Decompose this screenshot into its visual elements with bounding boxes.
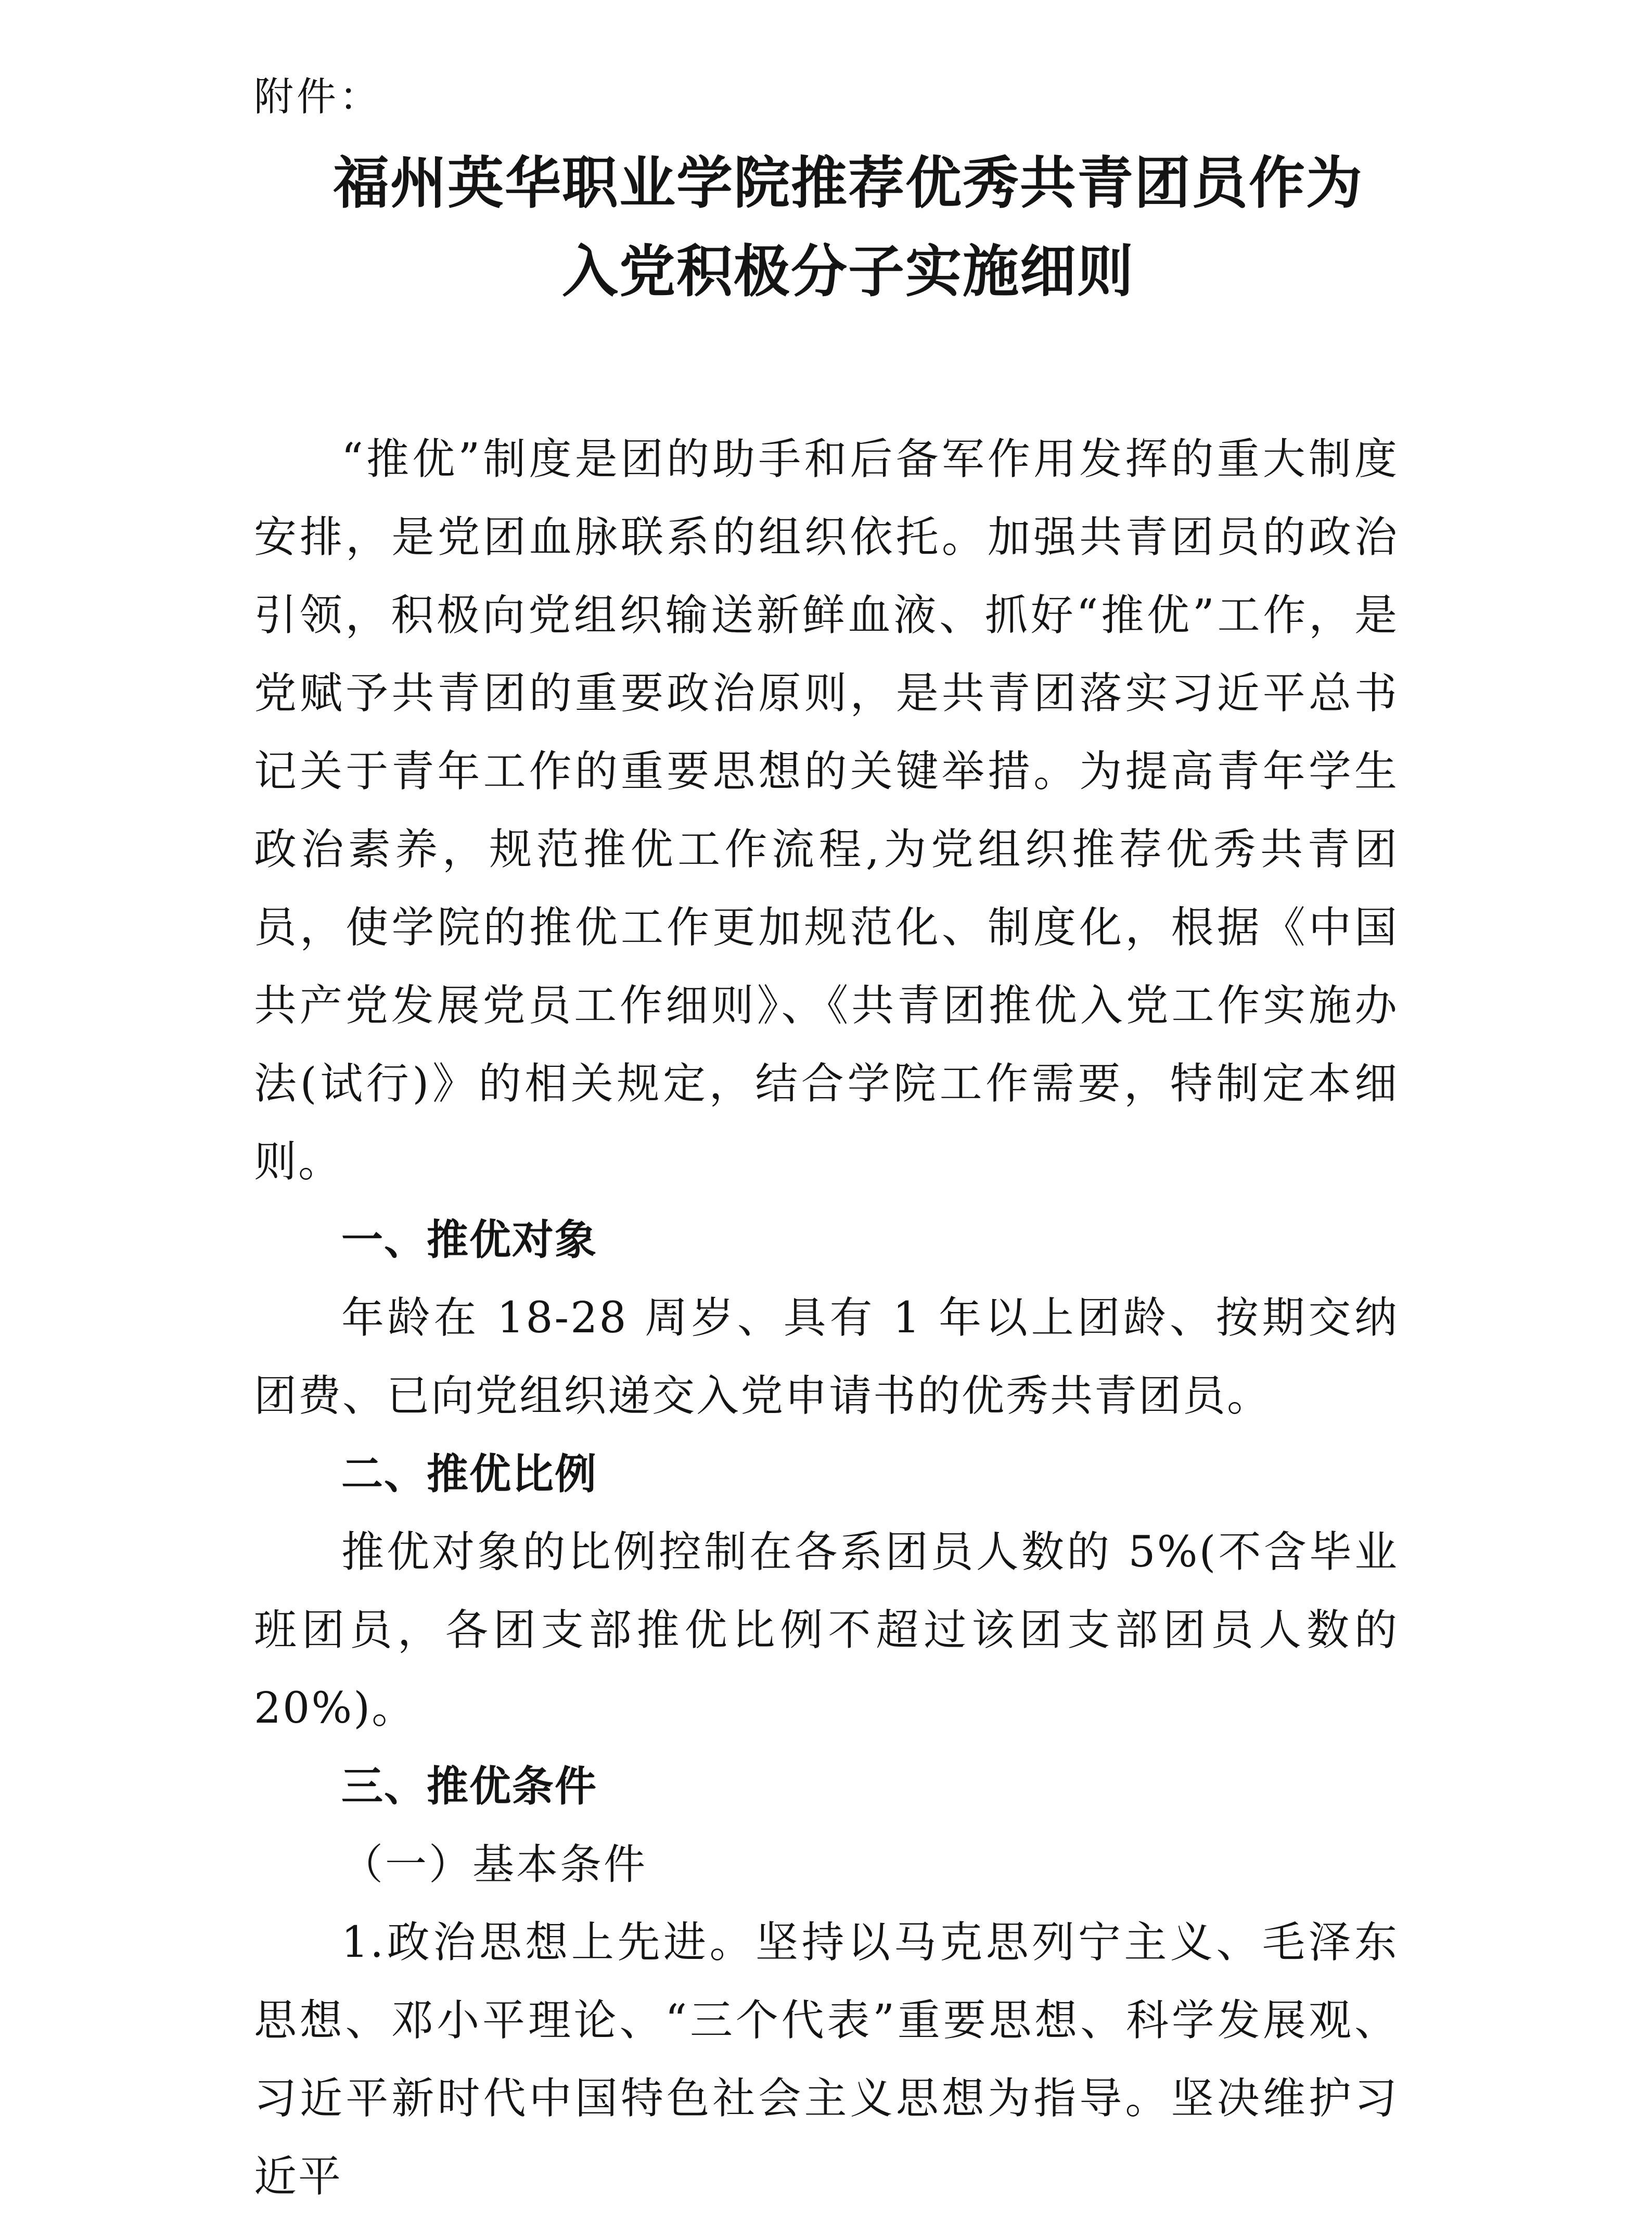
- section-3-subheading: （一）基本条件: [341, 1840, 647, 1889]
- intro-paragraph: “推优”制度是团的助手和后备军作用发挥的重大制度安排，是党团血脉联系的组织依托。加强共青团员的政治引领，积极向党组织输送新鲜血液、抓好“推优”工作，是党赋予共青团的重要政治原则，是共青团落实习近平总书记关于青年工作的重要思想的关键举措。为提高青年学生政治素养，规范推优工作流程,为党组织推荐优秀共青团员，使学院的推优工作更加规范化、制度化，根据《中国共产党发展党员工作细则》、《共青团推优入党工作实施办法(试行)》的相关规定，结合学院工作需要，特制定本细则。: [254, 435, 1399, 1187]
- section-3-item-1: 1.政治思想上先进。坚持以马克思列宁主义、毛泽东思想、邓小平理论、“三个代表”重要思想、科学发展观、习近平新时代中国特色社会主义思想为指导。坚决维护习近平: [254, 1918, 1399, 2201]
- section-2-paragraph: 推优对象的比例控制在各系团员人数的 5%(不含毕业班团员，各团支部推优比例不超过该团支部团员人数的 20%)。: [254, 1527, 1399, 1733]
- title-line-2: 入党积极分子实施细则: [561, 239, 1134, 304]
- document-title: [156, 139, 1540, 316]
- section-3-heading: 三、推优条件: [341, 1762, 597, 1811]
- section-2-heading: 二、推优比例: [341, 1450, 597, 1498]
- attachment-label: 附件：: [254, 73, 382, 120]
- section-1-heading: 一、推优对象: [341, 1216, 597, 1264]
- document-body: [254, 421, 1399, 2216]
- section-1-paragraph: 年龄在 18-28 周岁、具有 1 年以上团龄、按期交纳团费、已向党组织递交入党申请书的优秀共青团员。: [254, 1293, 1399, 1421]
- title-line-1: 福州英华职业学院推荐优秀共青团员作为: [332, 151, 1363, 216]
